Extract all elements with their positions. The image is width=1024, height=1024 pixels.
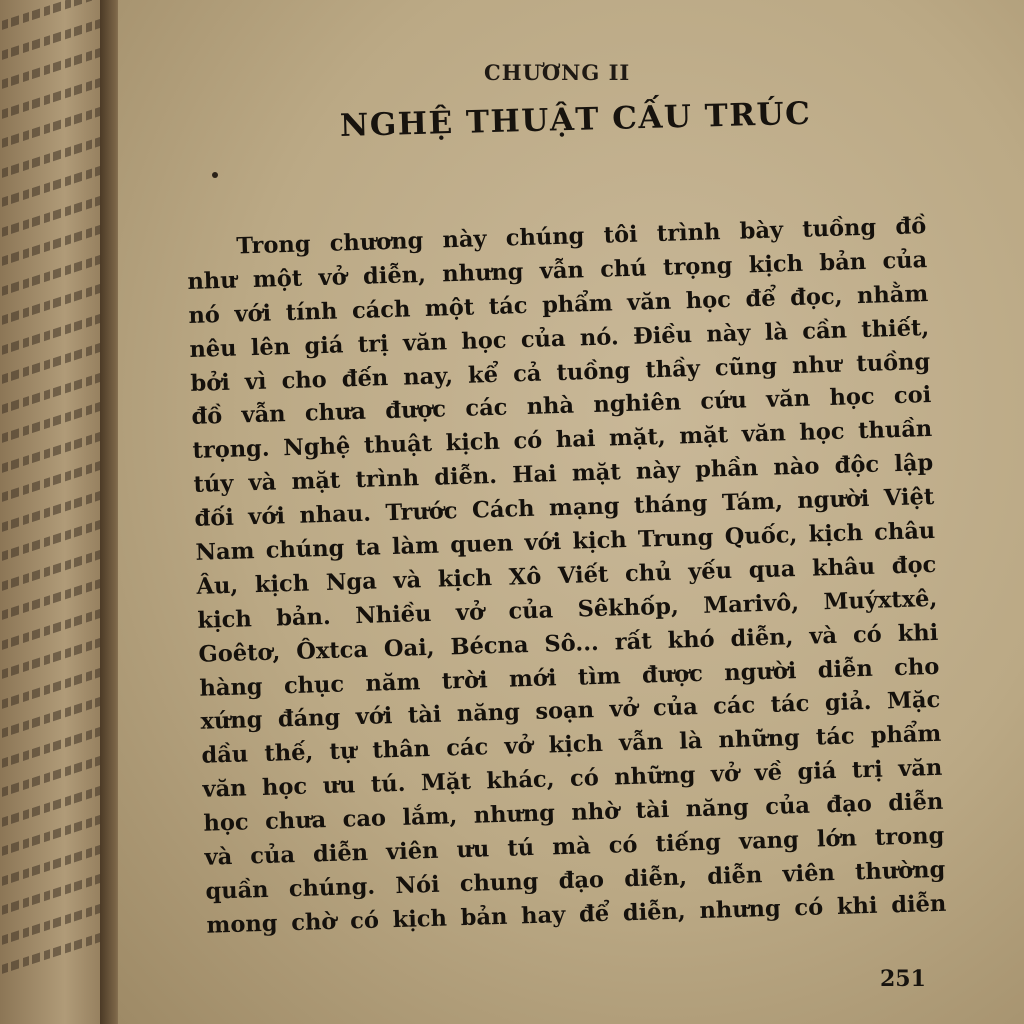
text-line: Goêtơ, Ôxtca Oai, Bécna Sô... rất khó diễn, và có khi <box>198 619 939 668</box>
text-line: nó với tính cách một tác phẩm văn học để đọc, nhằm <box>188 280 929 329</box>
text-line: và của diễn viên ưu tú mà có tiếng vang lớn trong <box>204 822 945 871</box>
text-line: như một vở diễn, nhưng vẫn chú trọng kịch bản của <box>187 246 928 295</box>
text-line: xứng đáng với tài năng soạn vở của các tác giả. Mặc <box>200 687 941 736</box>
body-text <box>186 210 947 943</box>
text-line: văn học ưu tú. Mặt khác, có những vở về giá trị văn <box>202 755 943 803</box>
page-number: 251 <box>880 966 926 992</box>
text-line: hàng chục năm trời mới tìm được người diễn cho <box>199 653 940 702</box>
text-line: đồ vẫn chưa được các nhà nghiên cứu văn học coi <box>191 382 932 431</box>
text-line: bởi vì cho đến nay, kể cả tuồng thầy cũng như tuồng <box>190 348 931 397</box>
ink-speck <box>212 172 218 178</box>
text-line: quần chúng. Nói chung đạo diễn, diễn viên thường <box>205 856 946 905</box>
text-line: đối với nhau. Trước Cách mạng tháng Tám, người Việt <box>194 484 935 532</box>
text-line: học chưa cao lắm, nhưng nhờ tài năng của đạo diễn <box>203 788 944 837</box>
text-line: kịch bản. Nhiều vở của Sêkhốp, Marivô, Muýxtxê, <box>197 585 938 634</box>
text-line: Nam chúng ta làm quen với kịch Trung Quốc, kịch châu <box>195 517 936 566</box>
text-line: Trong chương này chúng tôi trình bày tuồng đồ <box>236 213 927 260</box>
text-line: dầu thế, tự thân các vở kịch vẫn là những tác phẩm <box>201 721 942 770</box>
text-line: Âu, kịch Nga và kịch Xô Viết chủ yếu qua khâu đọc <box>196 551 937 600</box>
text-line: mong chờ có kịch bản hay để diễn, nhưng có khi diễn <box>206 890 947 939</box>
text-line: túy và mặt trình diễn. Hai mặt này phần nào độc lập <box>193 450 934 499</box>
chapter-title: NGHỆ THUẬT CẤU TRÚC <box>339 95 812 144</box>
chapter-number: CHƯƠNG II <box>484 60 631 85</box>
text-line: nêu lên giá trị văn học của nó. Điều này là cần thiết, <box>189 314 930 363</box>
text-line: trọng. Nghệ thuật kịch có hai mặt, mặt văn học thuần <box>192 416 933 465</box>
